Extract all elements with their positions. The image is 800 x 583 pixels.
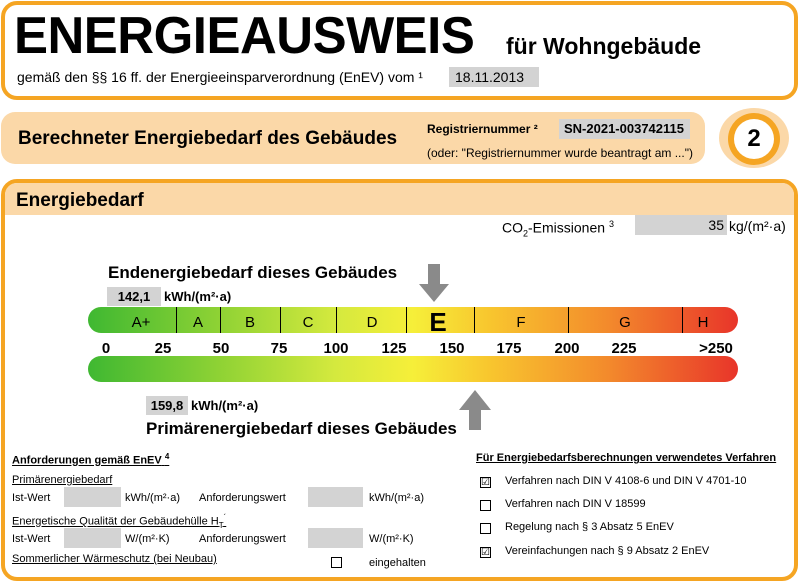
- class-divider: [176, 307, 177, 333]
- ist-wert-label-2: Ist-Wert: [12, 533, 51, 545]
- method-label: Verfahren nach DIN V 18599: [505, 498, 646, 510]
- energy-class-d: D: [366, 314, 378, 331]
- efficiency-scale-bottom: [88, 356, 738, 382]
- eingehalten-label: eingehalten: [369, 557, 426, 569]
- energy-class-f: F: [516, 314, 526, 331]
- method-checkbox[interactable]: ☑: [481, 477, 490, 488]
- method-checkbox[interactable]: ☑: [481, 547, 490, 558]
- scale-tick-label: 75: [270, 340, 288, 357]
- arrow-down-icon: [419, 264, 449, 302]
- page-number: 2: [734, 119, 774, 159]
- scale-tick-label: 125: [381, 340, 407, 357]
- legal-text: gemäß den §§ 16 ff. der Energieeinsparverordnung (EnEV) vom ¹: [17, 69, 423, 85]
- arrow-up-icon: [459, 390, 491, 430]
- document-subtitle: für Wohngebäude: [506, 33, 702, 59]
- class-divider: [406, 307, 407, 333]
- scale-tick-label: 150: [439, 340, 465, 357]
- primary-energy-label: Primärenergiebedarf dieses Gebäudes: [146, 419, 457, 438]
- summer-protection-checkbox[interactable]: [331, 557, 342, 568]
- final-energy-label: Endenergiebedarf dieses Gebäudes: [108, 263, 398, 282]
- class-divider: [220, 307, 221, 333]
- scale-tick-label: 50: [212, 340, 230, 357]
- quality-ist-value: [64, 528, 121, 548]
- quality-required-unit: W/(m²·K): [369, 533, 414, 545]
- method-checkbox[interactable]: [480, 523, 491, 534]
- primary-ist-unit: kWh/(m²·a): [125, 492, 180, 504]
- primary-energy-unit: kWh/(m²·a): [191, 398, 259, 413]
- calc-title: Berechneter Energiebedarf des Gebäudes: [18, 128, 398, 149]
- method-checkbox[interactable]: [480, 500, 491, 511]
- primary-required-value: [308, 487, 363, 507]
- class-divider: [682, 307, 683, 333]
- energy-class-e: E: [429, 307, 447, 337]
- final-energy-value: 142,1: [107, 287, 161, 306]
- methods-title: Für Energiebedarfsberechnungen verwendetes Verfahren: [476, 452, 777, 464]
- primary-energy-value: 159,8: [146, 396, 188, 415]
- energy-class-c: C: [302, 314, 314, 331]
- ist-wert-label: Ist-Wert: [12, 492, 51, 504]
- energy-class-a-plus: A+: [131, 314, 151, 331]
- final-energy-unit: kWh/(m²·a): [164, 289, 232, 304]
- document-title: ENERGIEAUSWEIS: [14, 7, 475, 65]
- summer-protection-heading: Sommerlicher Wärmeschutz (bei Neubau): [12, 553, 217, 565]
- energy-class-g: G: [619, 314, 631, 331]
- registration-label: Registriernummer ²: [427, 122, 538, 136]
- method-label: Regelung nach § 3 Absatz 5 EnEV: [505, 521, 674, 533]
- primary-required-unit: kWh/(m²·a): [369, 492, 424, 504]
- requirements-title: Anforderungen gemäß EnEV $^4$: [12, 452, 170, 467]
- energy-class-a: A: [192, 314, 204, 331]
- quality-ist-unit: W/(m²·K): [125, 533, 170, 545]
- class-divider: [568, 307, 569, 333]
- scale-tick-label: 175: [496, 340, 522, 357]
- quality-heading: Energetische Qualität der Gebäudehülle $H_T^´$: [12, 513, 227, 530]
- anforderungswert-label: Anforderungswert: [199, 492, 286, 504]
- registration-number: SN-2021-003742115: [559, 119, 690, 139]
- scale-tick-label: 25: [154, 340, 172, 357]
- co2-label: $CO_2$-Emissionen $^3$: [502, 219, 614, 239]
- energy-class-h: H: [697, 314, 709, 331]
- class-divider: [474, 307, 475, 333]
- scale-tick-label: 100: [323, 340, 349, 357]
- co2-value: 35: [635, 215, 727, 235]
- issue-date: 18.11.2013: [449, 67, 539, 87]
- primary-ist-value: [64, 487, 121, 507]
- scale-tick-label: 200: [554, 340, 580, 357]
- quality-required-value: [308, 528, 363, 548]
- energy-class-b: B: [244, 314, 256, 331]
- scale-tick-label: 225: [611, 340, 637, 357]
- co2-unit: kg/(m²·a): [729, 218, 786, 234]
- anforderungswert-label-2: Anforderungswert: [199, 533, 286, 545]
- primary-requirement-heading: Primärenergiebedarf: [12, 474, 113, 486]
- class-divider: [336, 307, 337, 333]
- class-divider: [280, 307, 281, 333]
- scale-tick-label: >250: [699, 340, 733, 357]
- energy-section-title: Energiebedarf: [16, 190, 144, 211]
- scale-tick-label: 0: [101, 340, 111, 357]
- method-label: Vereinfachungen nach § 9 Absatz 2 EnEV: [505, 545, 710, 557]
- efficiency-scale-top: [88, 307, 738, 333]
- registration-note: (oder: "Registriernummer wurde beantragt am ..."): [427, 146, 693, 160]
- method-label: Verfahren nach DIN V 4108-6 und DIN V 4701-10: [505, 475, 747, 487]
